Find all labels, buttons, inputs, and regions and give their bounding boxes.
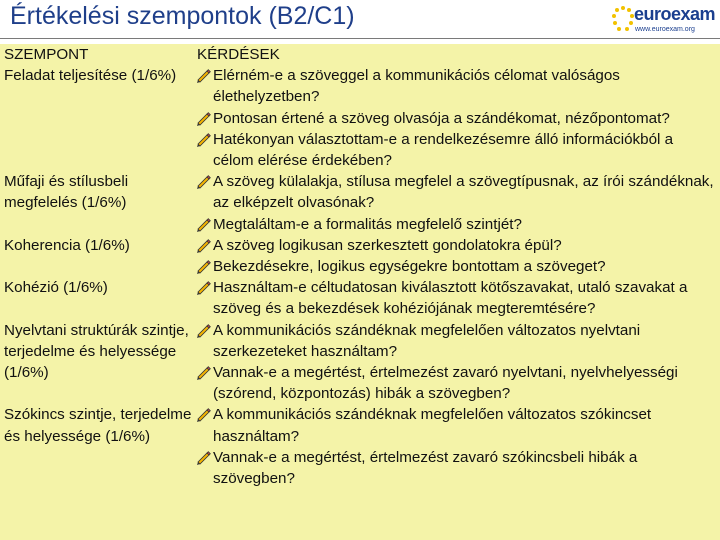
question-text: Vannak-e a megértést, értelmezést zavaró nyelvtani, nyelvhelyességi (szórend, központozás) hibák a szövegben? [213, 364, 678, 403]
question-item [193, 320, 716, 362]
logo-word: euroexam [634, 4, 716, 24]
question-text: Elérném-e a szöveggel a kommunikációs célomat valóságos élethelyzetben? [213, 67, 620, 106]
question-item [193, 65, 716, 107]
table-header [0, 44, 720, 65]
question-text: Vannak-e a megértést, értelmezést zavaró szókincsbeli hibák a szövegben? [213, 448, 638, 488]
pencil-icon [195, 279, 211, 295]
table-row [0, 277, 720, 319]
table-body [0, 65, 720, 489]
page-title: Értékelési szempontok (B2/C1) [10, 2, 355, 30]
question-item [193, 404, 716, 446]
pencil-icon [195, 173, 211, 189]
questions-cell [193, 171, 720, 235]
questions-cell [193, 320, 720, 405]
question-text: Bekezdésekre, logikus egységekre bontottam a szöveget? [213, 258, 606, 276]
question-item [193, 362, 716, 404]
question-item [193, 129, 716, 171]
pencil-icon [195, 258, 211, 274]
pencil-icon [195, 237, 211, 253]
pencil-icon [195, 67, 211, 83]
header-questions: KÉRDÉSEK [197, 46, 280, 63]
question-text: Használtam-e céltudatosan kiválasztott kötőszavakat, utaló szavakat a szöveg és a bekezdések kohéziójának megteremtésére? [213, 279, 688, 318]
pencil-icon [195, 131, 211, 147]
criterion-cell: Nyelvtani struktúrák szintje, terjedelme és helyessége (1/6%) [4, 321, 189, 382]
question-text: Pontosan értené a szöveg olvasója a szándékomat, nézőpontomat? [213, 109, 670, 127]
table-row [0, 65, 720, 171]
header-criterion: SZEMPONT [4, 46, 89, 63]
criterion-cell: Feladat teljesítése (1/6%) [4, 67, 177, 85]
pencil-icon [195, 364, 211, 380]
question-item [193, 171, 716, 213]
question-item [193, 447, 716, 489]
criterion-cell: Koherencia (1/6%) [4, 236, 130, 254]
pencil-icon [195, 322, 211, 338]
pencil-icon [195, 406, 211, 422]
criteria-table [0, 44, 720, 540]
criterion-cell: Szókincs szintje, terjedelme és helyessége (1/6%) [4, 406, 192, 445]
question-item [193, 235, 716, 256]
question-text: A kommunikációs szándéknak megfelelően változatos nyelvtani szerkezeteket használtam? [213, 321, 641, 360]
table-row [0, 320, 720, 405]
euroexam-logo [610, 2, 720, 38]
questions-cell [193, 277, 720, 319]
questions-cell [193, 65, 720, 171]
title-divider [0, 38, 720, 39]
questions-cell [193, 404, 720, 489]
eu-stars-icon [610, 5, 636, 35]
question-item [193, 214, 716, 235]
question-text: A szöveg külalakja, stílusa megfelel a szövegtípusnak, az írói szándéknak, az elképzelt olvasónak? [213, 173, 714, 212]
pencil-icon [195, 216, 211, 232]
criterion-cell: Kohézió (1/6%) [4, 279, 108, 297]
table-row [0, 235, 720, 277]
table-row [0, 171, 720, 235]
question-text: Hatékonyan választottam-e a rendelkezésemre álló információkból a célom elérése érdekében? [213, 130, 674, 169]
question-item [193, 277, 716, 319]
logo-url: www.euroexam.org [635, 26, 695, 33]
question-text: A szöveg logikusan szerkesztett gondolatokra épül? [213, 236, 562, 254]
table-row [0, 404, 720, 489]
pencil-icon [195, 449, 211, 465]
question-item [193, 108, 716, 129]
question-text: A kommunikációs szándéknak megfelelően változatos szókincset használtam? [213, 406, 652, 445]
question-item [193, 256, 716, 277]
questions-cell [193, 235, 720, 277]
criterion-cell: Műfaji és stílusbeli megfelelés (1/6%) [4, 173, 129, 212]
question-text: Megtaláltam-e a formalitás megfelelő szintjét? [213, 215, 522, 233]
pencil-icon [195, 110, 211, 126]
